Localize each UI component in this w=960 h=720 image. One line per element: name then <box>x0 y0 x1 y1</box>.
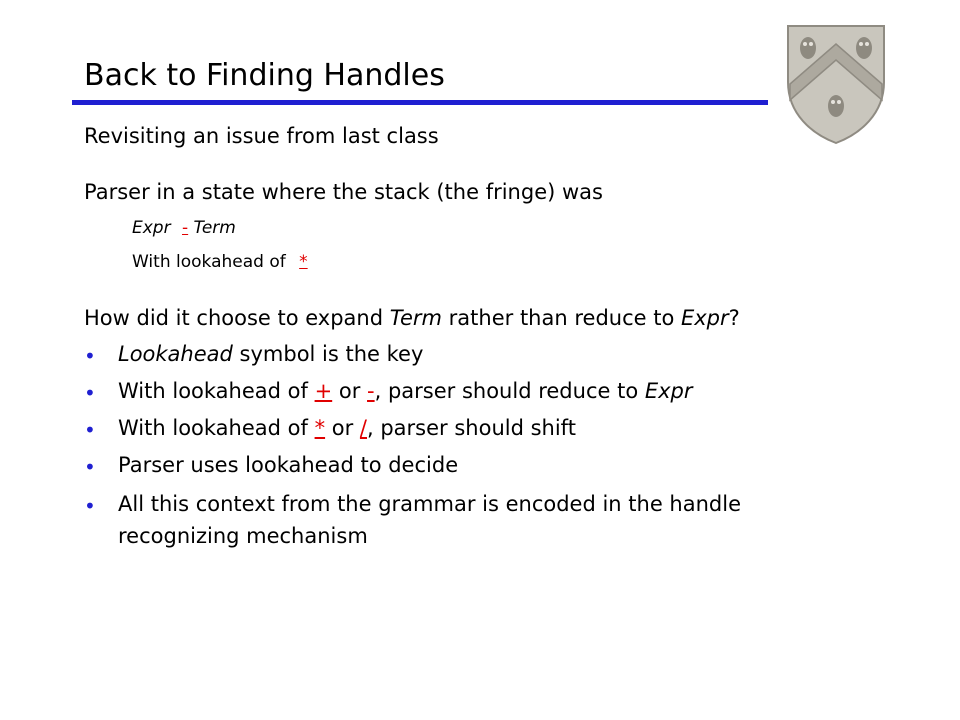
bullet-5-line-2: recognizing mechanism <box>118 524 368 548</box>
intro-text: Revisiting an issue from last class <box>84 124 439 148</box>
bullet-2-plus: + <box>314 379 333 403</box>
bullet-1-lookahead: Lookahead <box>118 342 233 366</box>
bullet-marker: • <box>84 344 96 368</box>
bullet-4: Parser uses lookahead to decide <box>118 453 459 477</box>
bullet-2-minus: - <box>367 379 375 403</box>
bullet-marker: • <box>84 455 96 479</box>
bullet-2 <box>118 379 693 403</box>
bullet-3-post: , parser should shift <box>367 416 576 440</box>
question-term: Term <box>389 306 442 330</box>
question-text <box>84 306 740 330</box>
bullet-marker: • <box>84 418 96 442</box>
bullet-2-expr: Expr <box>644 379 693 403</box>
slide-title: Back to Finding Handles <box>84 58 445 93</box>
question-end: ? <box>728 306 740 330</box>
bullet-3-star: * <box>314 416 326 440</box>
bullet-2-post: , parser should reduce to <box>374 379 645 403</box>
bullet-1 <box>118 342 423 366</box>
bullet-3 <box>118 416 576 440</box>
title-underline <box>72 100 768 105</box>
bullet-marker: • <box>84 494 96 518</box>
question-pre: How did it choose to expand <box>84 306 390 330</box>
bullet-3-or: or <box>325 416 360 440</box>
state-text: Parser in a state where the stack (the fringe) was <box>84 180 603 204</box>
bullet-1-rest: symbol is the key <box>232 342 424 366</box>
bullet-3-pre: With lookahead of <box>118 416 315 440</box>
bullet-2-or: or <box>332 379 368 403</box>
lookahead-symbol: * <box>299 252 308 272</box>
stack-expr: Expr <box>132 218 171 238</box>
stack-term: Term <box>193 218 236 238</box>
bullet-2-pre: With lookahead of <box>118 379 315 403</box>
stack-example <box>132 218 236 238</box>
stack-minus: - <box>182 218 189 238</box>
rice-university-crest-icon <box>784 22 888 146</box>
question-mid: rather than reduce to <box>442 306 681 330</box>
bullet-5-line-1: All this context from the grammar is encoded in the handle <box>118 492 741 516</box>
bullet-3-slash: / <box>359 416 367 440</box>
question-expr: Expr <box>680 306 729 330</box>
lookahead-prefix: With lookahead of <box>132 252 286 272</box>
bullet-marker: • <box>84 381 96 405</box>
lookahead-example <box>132 252 308 272</box>
